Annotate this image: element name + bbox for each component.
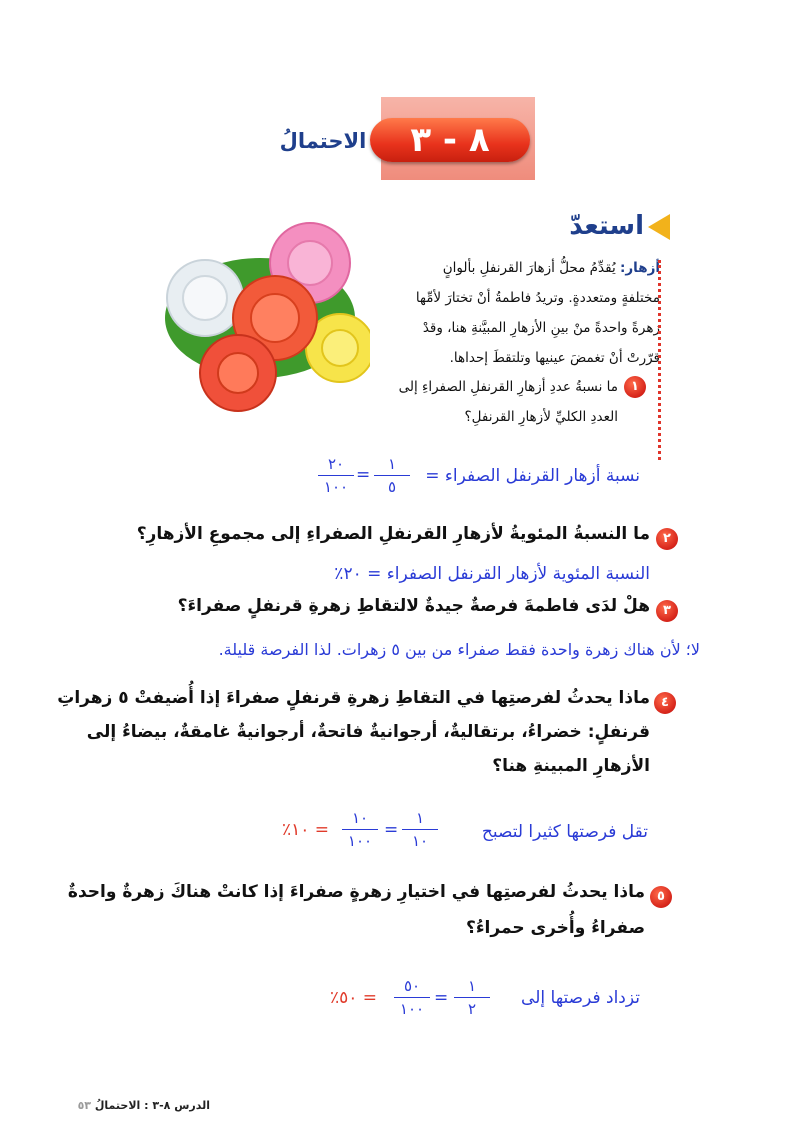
fraction-numerator: ٢٠ xyxy=(327,455,345,473)
fraction-numerator: ١ xyxy=(467,977,477,995)
answer-5-text: تزداد فرصتها إلى xyxy=(521,988,640,1008)
intro-line xyxy=(360,253,660,283)
question-1-line-2: العددِ الكليِّ لأزهارِ القرنفلِ؟ xyxy=(464,409,618,425)
question-3-text: هلْ لدَى فاطمةَ فرصةٌ جيدةٌ لالتقاطِ زهرةِ قرنفلٍ صفراءَ؟ xyxy=(177,596,650,616)
lesson-title: الاحتمالُ xyxy=(279,129,367,153)
intro-text: يُقدِّمُ محلُّ أزهارَ القرنفلِ بألوانٍ xyxy=(442,260,616,276)
question-4-line-2: قرنفلٍ: خضراءُ، برتقاليةٌ، أرجوانيةٌ فاتحةٌ، أرجوانيةٌ غامقةٌ، بيضاءُ إلى xyxy=(86,722,650,742)
prepare-heading: استعدّ xyxy=(569,211,644,241)
fraction-denominator: ١٠٠ xyxy=(347,832,373,850)
question-4-line-1: ماذا يحدثُ لفرصتِها في التقاطِ زهرةِ قرنفلٍ صفراءَ إذا أُضيفتْ ٥ زهراتِ xyxy=(57,688,650,708)
question-number-badge: ٤ xyxy=(654,692,676,714)
intro-line: مختلفةٍ ومتعددةٍ. وتريدُ فاطمةُ أنْ تختارَ لأمِّها xyxy=(415,290,660,306)
equals-sign: = xyxy=(434,988,449,1008)
question-2-text: ما النسبةُ المئويةُ لأزهارِ القرنفلِ الصفراءِ إلى مجموعِ الأزهارِ؟ xyxy=(136,524,650,544)
footer-lesson-ref: الدرس ٨-٣ : الاحتمالُ xyxy=(94,1099,210,1112)
question-5-line-1: ماذا يحدثُ لفرصتِها في اختيارِ زهرةٍ صفراءَ إذا كانتْ هناكَ زهرةٌ واحدةٌ xyxy=(67,882,645,902)
answer-4-text: تقل فرصتها كثيرا لتصبح xyxy=(481,822,648,842)
intro-keyword: أزهار: xyxy=(620,260,660,276)
equals-sign: = xyxy=(356,465,371,485)
question-number-badge: ٥ xyxy=(650,886,672,908)
fraction-numerator: ١ xyxy=(415,809,425,827)
answer-1-text: نسبة أزهار القرنفل الصفراء = xyxy=(425,466,640,486)
page-footer xyxy=(30,1096,210,1116)
answer-4-result: = ١٠٪ xyxy=(282,820,330,840)
fraction-denominator: ١٠٠ xyxy=(399,1000,425,1018)
carnation-flowers-image xyxy=(160,218,370,418)
answer-5-fraction-1 xyxy=(452,976,492,1019)
answer-5-result: = ٥٠٪ xyxy=(330,988,378,1008)
answer-1-fraction-2 xyxy=(316,454,356,497)
fraction-numerator: ٥٠ xyxy=(403,977,421,995)
equals-sign: = xyxy=(384,820,399,840)
answer-3-text: لا؛ لأن هناك زهرة واحدة فقط صفراء من بين ٥ زهرات. لذا الفرصة قليلة. xyxy=(218,640,700,659)
lesson-number-badge: ٨ - ٣ xyxy=(370,118,530,162)
fraction-denominator: ١٠٠ xyxy=(323,478,349,496)
question-1-line-1: ما نسبةُ عددِ أزهارِ القرنفلِ الصفراءِ إلى xyxy=(398,379,618,395)
intro-line: قرّرتْ أنْ تغمضَ عينيها وتلتقطَ إحداها. xyxy=(449,350,660,366)
answer-4-fraction-2 xyxy=(340,808,380,851)
intro-line: زهرةً واحدةً منْ بينِ الأزهارِ المبيَّنةِ هنا، وقدْ xyxy=(422,320,660,336)
answer-2-text: النسبة المئوية لأزهار القرنفل الصفراء = ٢٠٪ xyxy=(334,564,650,584)
fraction-numerator: ١ xyxy=(387,455,397,473)
question-number-badge: ٣ xyxy=(656,600,678,622)
question-number-badge: ١ xyxy=(624,376,646,398)
question-5-line-2: صفراءُ وأُخرى حمراءُ؟ xyxy=(466,918,645,938)
question-number-badge: ٢ xyxy=(656,528,678,550)
page-number: ٥٣ xyxy=(77,1099,92,1112)
arrow-icon xyxy=(648,214,670,240)
fraction-denominator: ٥ xyxy=(387,478,397,496)
fraction-denominator: ١٠ xyxy=(411,832,429,850)
dotted-divider xyxy=(658,260,661,460)
fraction-numerator: ١٠ xyxy=(351,809,369,827)
answer-1-fraction-1 xyxy=(372,454,412,497)
answer-4-fraction-1 xyxy=(400,808,440,851)
fraction-denominator: ٢ xyxy=(467,1000,477,1018)
question-4-line-3: الأزهارِ المبينةِ هنا؟ xyxy=(492,756,650,776)
answer-5-fraction-2 xyxy=(392,976,432,1019)
